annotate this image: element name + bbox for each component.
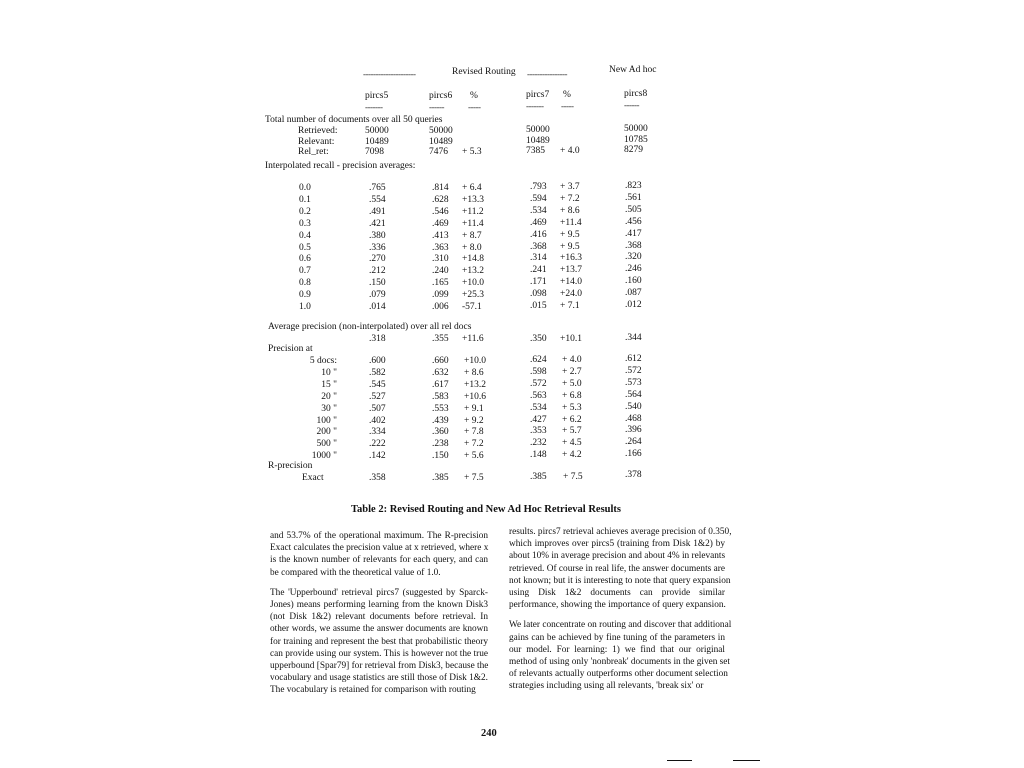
prec-row-pct2: + 4.2	[562, 450, 582, 461]
prec-row-pircs6: .238	[432, 439, 449, 450]
text-line: about 10% in average precision and about 4% in relevants	[509, 551, 726, 562]
avg-prec-heading: Average precision (non-interpolated) over all rel docs	[268, 322, 472, 332]
avg-prec-pircs5: .318	[369, 334, 386, 344]
prec-row-pircs8: .540	[625, 401, 642, 412]
text-line: The 'Upperbound' retrieval pircs7 (suggested by Sparck-	[270, 587, 488, 598]
prec-row-pircs5: .545	[369, 379, 386, 390]
rprec-label: Exact	[302, 473, 324, 483]
interp-row-pircs6: .363	[432, 242, 449, 253]
interp-row-label: 0.8	[299, 278, 311, 289]
interp-row-pircs6: .628	[432, 194, 449, 205]
text-line: (not Disk 1&2) relevant documents before retrieval. In	[270, 612, 488, 623]
prec-row-pct2: + 5.3	[562, 402, 582, 413]
prec-row-pircs6: .632	[432, 367, 449, 378]
totals-row-label: Rel_ret:	[298, 147, 329, 157]
interp-row-pct2: + 7.1	[560, 301, 580, 311]
prec-row-pircs8: .564	[625, 389, 642, 400]
text-line: using Disk 1&2 documents can provide similar	[509, 588, 725, 599]
interp-row-pircs5: .491	[369, 206, 386, 217]
totals-row-pircs6: 10489	[429, 136, 453, 147]
prec-row-label: 15 "	[321, 379, 337, 390]
text-line: our model. For learning: 1) we find that our original	[509, 644, 725, 655]
interp-row-pct1: +14.8	[462, 254, 484, 265]
interp-row-pircs8: .087	[625, 288, 642, 299]
interp-row-pircs6: .006	[432, 302, 449, 312]
interp-row-label: 0.5	[299, 242, 311, 253]
interp-row-pircs8: .417	[625, 228, 642, 239]
text-line: not known; but it is interesting to note that query expansion	[509, 575, 731, 586]
interp-row-pircs7: .534	[530, 205, 547, 216]
interp-row-pct2: +13.7	[560, 265, 582, 276]
body-right-column	[509, 526, 732, 693]
interp-row-label: 0.9	[299, 290, 311, 301]
prec-row-pircs6: .583	[432, 391, 449, 402]
interp-row-pircs6: .814	[432, 183, 449, 193]
text-line: for training and represent the best that probabilistic theory	[270, 636, 488, 647]
interp-row-pircs7: .314	[530, 253, 547, 264]
prec-row-pct1: +10.6	[464, 391, 486, 402]
prec-row-label: 10 "	[321, 367, 337, 378]
interp-row-pircs8: .012	[625, 300, 642, 310]
prec-row-pct2: + 6.2	[562, 414, 582, 425]
prec-row-pircs7: .563	[530, 390, 547, 401]
prec-row-pircs7: .232	[530, 438, 547, 449]
avg-prec-pircs7: .350	[530, 334, 547, 344]
interp-row-pircs6: .165	[432, 278, 449, 289]
interp-row-pct2: + 3.7	[560, 182, 580, 192]
interp-row-label: 0.6	[299, 254, 311, 265]
interp-row-pircs7: .594	[530, 193, 547, 204]
interp-row-pircs8: .561	[625, 192, 642, 203]
prec-row-pircs7: .353	[530, 426, 547, 437]
interp-row-pircs5: .336	[369, 242, 386, 253]
interp-row-pircs6: .310	[432, 254, 449, 265]
header-dash-left: ---------------------	[363, 69, 416, 79]
totals-row-pircs6: 50000	[429, 126, 453, 136]
text-line: is the known number of relevants for each query, and can	[270, 555, 488, 566]
avg-prec-pircs6: .355	[432, 334, 449, 344]
prec-row-pct2: + 5.0	[562, 378, 582, 389]
prec-row-pircs6: .660	[432, 356, 449, 366]
page-number: 240	[481, 728, 497, 739]
prec-row-label: 200 "	[316, 427, 337, 438]
interp-row-pircs5: .380	[369, 230, 386, 241]
interp-row-pircs7: .171	[530, 277, 547, 288]
prec-row-pct2: + 4.0	[562, 355, 582, 365]
interp-row-pircs8: .823	[625, 181, 642, 191]
prec-row-label: 100 "	[316, 415, 337, 426]
totals-row-pircs5: 50000	[365, 126, 389, 136]
col-header-pircs7: pircs7	[526, 90, 550, 100]
totals-heading: Total number of documents over all 50 queries	[265, 115, 443, 125]
interp-row-pircs5: .270	[369, 254, 386, 265]
text-line: which improves over pircs5 (training from Disk 1&2) by	[509, 539, 725, 550]
totals-row-pircs7: 10489	[526, 135, 550, 146]
totals-row-pct1: + 5.3	[462, 147, 482, 157]
text-line: can provide using our system. This is however not the true	[270, 648, 488, 659]
prec-at-heading: Precision at	[268, 344, 313, 354]
col-underline-pircs7: -------	[526, 101, 544, 111]
interp-row-pircs5: .765	[369, 183, 386, 193]
interp-row-pircs8: .505	[625, 204, 642, 215]
prec-row-pircs8: .166	[625, 449, 642, 460]
col-header-pircs6: pircs6	[429, 91, 453, 101]
prec-row-pircs5: .142	[369, 451, 386, 462]
avg-prec-pircs8: .344	[625, 333, 642, 343]
prec-row-pct1: + 9.2	[464, 415, 484, 426]
rprec-pct1: + 7.5	[464, 473, 484, 483]
interp-row-label: 0.2	[299, 206, 311, 217]
interp-row-pircs7: .015	[530, 301, 547, 311]
totals-row-pircs5: 10489	[365, 136, 389, 147]
col-header-pircs5: pircs5	[365, 91, 389, 101]
rprec-pct2: + 7.5	[563, 472, 583, 482]
prec-row-pircs6: .439	[432, 415, 449, 426]
prec-row-pircs7: .427	[530, 414, 547, 425]
interp-row-pct1: + 6.4	[462, 183, 482, 193]
interp-row-pircs5: .554	[369, 194, 386, 205]
interp-row-pircs7: .416	[530, 229, 547, 240]
prec-row-pircs8: .612	[625, 354, 642, 364]
interp-row-pircs8: .246	[625, 264, 642, 275]
prec-row-label: 20 "	[321, 391, 337, 402]
footer-rule-right	[733, 760, 760, 761]
prec-row-pircs5: .507	[369, 403, 386, 414]
interp-row-pct1: +13.2	[462, 266, 484, 277]
prec-row-pircs5: .334	[369, 427, 386, 438]
text-line: other words, we assume the answer documents are known	[270, 624, 488, 635]
col-header-pct1: %	[470, 91, 478, 101]
interp-row-pircs5: .079	[369, 290, 386, 301]
totals-row-pircs5: 7098	[365, 147, 384, 157]
prec-row-pircs8: .573	[625, 377, 642, 388]
prec-row-pircs8: .468	[625, 413, 642, 424]
prec-row-pircs7: .148	[530, 450, 547, 461]
body-left-column	[270, 530, 488, 697]
interp-row-label: 0.3	[299, 218, 311, 229]
text-line: performance, showing the importance of query expansion.	[509, 600, 726, 611]
interp-row-pircs5: .150	[369, 278, 386, 289]
totals-row-pircs7: 50000	[526, 125, 550, 135]
totals-row-label: Relevant:	[298, 136, 335, 147]
prec-row-pircs5: .600	[369, 356, 386, 366]
interp-row-pct2: + 8.6	[560, 205, 580, 216]
new-ad-hoc-heading: New Ad hoc	[609, 65, 657, 75]
avg-prec-pct1: +11.6	[462, 334, 484, 344]
interp-row-pircs6: .099	[432, 290, 449, 301]
header-dash-mid: ----------------	[527, 69, 567, 79]
col-underline-pircs8: ------	[624, 100, 639, 110]
prec-row-pircs5: .402	[369, 415, 386, 426]
interp-row-pct1: +11.4	[462, 218, 484, 229]
col-underline-pircs6: ------	[429, 102, 444, 112]
prec-row-pct1: +13.2	[464, 379, 486, 390]
text-line: of relevants actually outperforms other document selection	[509, 669, 728, 680]
interp-row-pct1: + 8.7	[462, 230, 482, 241]
text-line: vocabulary and usage statistics are still those of Disk 1&2.	[270, 673, 488, 684]
interp-row-pircs6: .469	[432, 218, 449, 229]
totals-row-pircs6: 7476	[429, 147, 448, 157]
interp-row-label: 0.7	[299, 266, 311, 277]
interp-row-pct1: +13.3	[462, 194, 484, 205]
prec-row-pircs5: .582	[369, 367, 386, 378]
prec-row-pircs6: .360	[432, 427, 449, 438]
revised-routing-heading: Revised Routing	[452, 67, 516, 77]
interp-row-pct2: +24.0	[560, 289, 582, 300]
text-line: upperbound [Spar79] for retrieval from Disk3, because the	[270, 661, 489, 672]
prec-row-pircs5: .527	[369, 391, 386, 402]
prec-row-pircs7: .572	[530, 378, 547, 389]
rprec-heading: R-precision	[268, 461, 313, 471]
rprec-pircs8: .378	[625, 470, 642, 480]
prec-row-pct2: + 4.5	[562, 438, 582, 449]
interp-row-pct1: +10.0	[462, 278, 484, 289]
interp-row-pct1: +25.3	[462, 290, 484, 301]
interp-heading: Interpolated recall - precision averages:	[265, 161, 416, 171]
rprec-pircs6: .385	[432, 473, 449, 483]
totals-row-pircs8: 10785	[624, 134, 648, 145]
prec-row-label: 500 "	[316, 439, 337, 450]
prec-row-pct2: + 6.8	[562, 390, 582, 401]
prec-row-pct1: + 8.6	[464, 367, 484, 378]
interp-row-pircs8: .456	[625, 216, 642, 227]
col-underline-pct2: -----	[561, 101, 574, 111]
text-line: be compared with the theoretical value of 1.0.	[270, 567, 441, 578]
text-line: and 53.7% of the operational maximum. The R-precision	[270, 531, 488, 541]
col-underline-pircs5: -------	[365, 102, 383, 112]
interp-row-label: 0.4	[299, 230, 311, 241]
interp-row-pct1: +11.2	[462, 206, 484, 217]
prec-row-pircs8: .264	[625, 437, 642, 448]
text-line: Jones) means performing learning from the known Disk3	[270, 600, 488, 611]
interp-row-pct2: +16.3	[560, 253, 582, 264]
totals-row-pct2: + 4.0	[560, 146, 580, 156]
col-header-pct2: %	[563, 90, 571, 100]
prec-row-pct1: + 7.8	[464, 427, 484, 438]
interp-row-pircs7: .469	[530, 217, 547, 228]
table-caption: Table 2: Revised Routing and New Ad Hoc Retrieval Results	[351, 504, 621, 515]
prec-row-pct1: + 5.6	[464, 451, 484, 462]
interp-row-pircs7: .241	[530, 265, 547, 276]
prec-row-pircs8: .572	[625, 365, 642, 376]
prec-row-label: 1000 "	[311, 451, 337, 462]
interp-row-pircs7: .098	[530, 289, 547, 300]
interp-row-pct1: + 8.0	[462, 242, 482, 253]
prec-row-pircs8: .396	[625, 425, 642, 436]
interp-row-pct2: +11.4	[560, 217, 582, 228]
paragraph	[509, 526, 732, 611]
prec-row-pircs5: .222	[369, 439, 386, 450]
avg-prec-pct2: +10.1	[560, 334, 582, 344]
text-line: We later concentrate on routing and discover that additional	[509, 620, 732, 631]
prec-row-pct1: + 7.2	[464, 439, 484, 450]
interp-row-pircs7: .368	[530, 241, 547, 252]
prec-row-pircs7: .598	[530, 366, 547, 377]
totals-row-label: Retrieved:	[298, 126, 338, 136]
interp-row-label: 1.0	[299, 302, 311, 312]
totals-row-pircs8: 50000	[624, 124, 648, 134]
text-line: The vocabulary is retained for comparison with routing	[270, 685, 476, 696]
prec-row-pircs6: .150	[432, 451, 449, 462]
prec-row-pct1: +10.0	[464, 356, 486, 366]
prec-row-pircs6: .553	[432, 403, 449, 414]
interp-row-pircs5: .014	[369, 302, 386, 312]
prec-row-pircs6: .617	[432, 379, 449, 390]
interp-row-pircs6: .546	[432, 206, 449, 217]
paragraph	[270, 587, 488, 697]
interp-row-pircs7: .793	[530, 182, 547, 192]
text-line: results. pircs7 retrieval achieves average precision of 0.350,	[509, 527, 732, 537]
rprec-pircs5: .358	[369, 473, 386, 483]
totals-row-pircs8: 8279	[624, 145, 643, 155]
prec-row-pct1: + 9.1	[464, 403, 484, 414]
interp-row-pct2: +14.0	[560, 277, 582, 288]
interp-row-pircs5: .421	[369, 218, 386, 229]
prec-row-pct2: + 2.7	[562, 366, 582, 377]
rprec-pircs7: .385	[530, 472, 547, 482]
interp-row-pircs8: .320	[625, 252, 642, 263]
text-line: Exact calculates the precision value at x retrieved, where x	[270, 543, 489, 554]
totals-row-pircs7: 7385	[526, 146, 545, 156]
prec-row-label: 30 "	[321, 403, 337, 414]
text-line: strategies including using all relevants, 'break six' or	[509, 681, 704, 692]
text-line: method of using only 'nonbreak' documents in the given set	[509, 657, 731, 668]
footer-rule-left	[667, 760, 692, 761]
interp-row-label: 0.0	[299, 183, 311, 193]
prec-row-pircs7: .624	[530, 355, 547, 365]
interp-row-pircs8: .368	[625, 240, 642, 251]
col-header-pircs8: pircs8	[624, 89, 648, 99]
interp-row-pircs6: .240	[432, 266, 449, 277]
text-line: retrieved. Of course in real life, the answer documents are	[509, 563, 725, 574]
interp-row-pircs8: .160	[625, 276, 642, 287]
interp-row-pct2: + 7.2	[560, 193, 580, 204]
paragraph	[509, 619, 732, 692]
interp-row-pct2: + 9.5	[560, 241, 580, 252]
col-underline-pct1: -----	[468, 102, 481, 112]
prec-row-pircs7: .534	[530, 402, 547, 413]
prec-row-label: 5 docs:	[309, 356, 337, 366]
prec-row-pct2: + 5.7	[562, 426, 582, 437]
interp-row-pct2: + 9.5	[560, 229, 580, 240]
paragraph	[270, 530, 488, 579]
interp-row-pircs6: .413	[432, 230, 449, 241]
interp-row-pircs5: .212	[369, 266, 386, 277]
text-line: gains can be achieved by fine tuning of the parameters in	[509, 632, 725, 643]
interp-row-pct1: -57.1	[462, 302, 482, 312]
interp-row-label: 0.1	[299, 194, 311, 205]
